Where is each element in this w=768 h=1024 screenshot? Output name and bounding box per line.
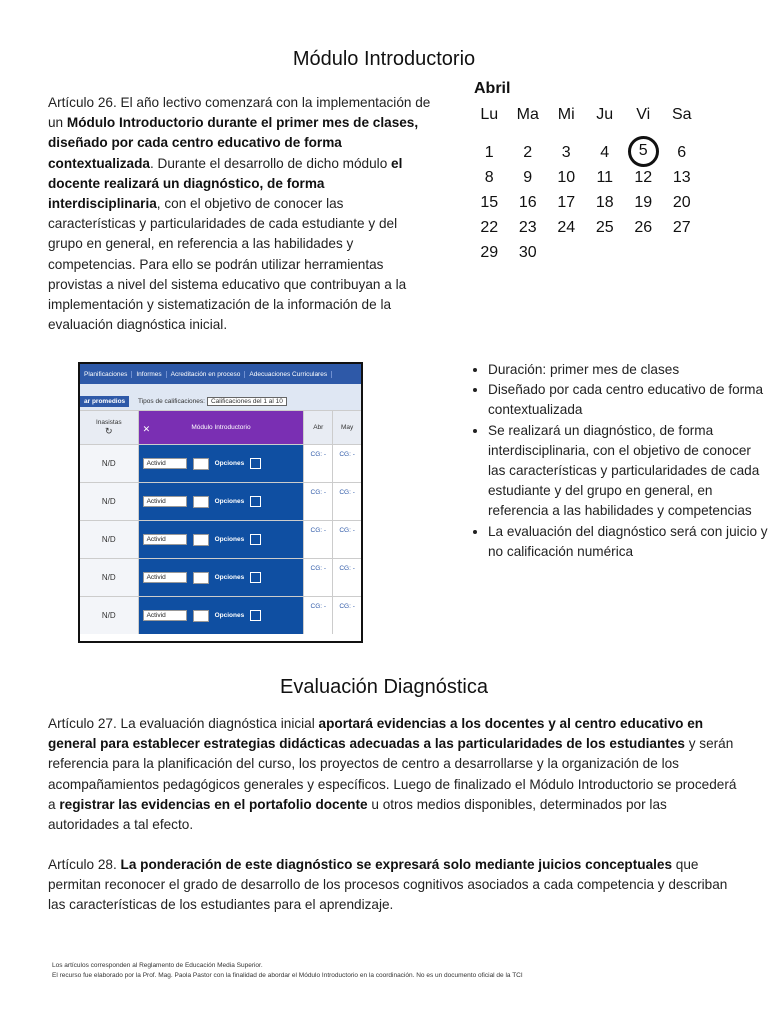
save-icon xyxy=(250,496,261,507)
screenshot-module-cell xyxy=(139,483,304,520)
screenshot-cg-abr: CG: - xyxy=(303,521,332,558)
articulo-26: Artículo 26. El año lectivo comenzará con la implementación de un Módulo Introductorio durante el primer mes de clases, diseñado por cada centro educativo de forma contextualizada. Durante el desarrollo de dicho módulo el docente realizará un diagnóstico, de forma interdisciplinaria, con el objetivo de conocer las características y particularidades de cada estudiante y del grupo en general, en referencia a las habilidades y competencias. Para ello se podrán utilizar herramientas provistas a nivel del sistema educativo que contribuyan a la implementación y sistematización de la información de la evaluación diagnóstica inicial. xyxy=(48,95,431,333)
screenshot-tab: ar promedios xyxy=(80,396,129,407)
screenshot-input-box xyxy=(193,572,209,584)
calendar-weekday: Ju xyxy=(596,106,614,123)
screenshot-options-label: Opciones xyxy=(214,612,245,619)
calendar-day: 23 xyxy=(518,218,537,236)
section-title-modulo: Módulo Introductorio xyxy=(292,48,476,70)
save-icon xyxy=(250,610,261,621)
calendar-day xyxy=(624,140,663,165)
screenshot-nd-value: N/D xyxy=(80,445,139,482)
calendar-day xyxy=(624,240,663,265)
summary-bullet: • La evaluación del diagnóstico será con juicio y no calificación numérica xyxy=(488,522,768,562)
screenshot-module-cell xyxy=(139,597,304,634)
save-icon xyxy=(250,534,261,545)
screenshot-nav-item: Acreditación en proceso xyxy=(167,371,246,378)
summary-bullets xyxy=(472,360,768,562)
screenshot-activity-select: Activid xyxy=(143,572,187,583)
section-title-evaluacion: Evaluación Diagnóstica xyxy=(280,676,488,698)
screenshot-input-box xyxy=(193,458,209,470)
calendar-day: 10 xyxy=(557,168,576,186)
calendar-day xyxy=(663,240,702,265)
calendar-day: 8 xyxy=(484,168,494,186)
calendar-day: 30 xyxy=(518,243,537,261)
calendar-days xyxy=(470,140,700,265)
calendar-weekday: Sa xyxy=(671,106,692,123)
articulo-27: Artículo 27. La evaluación diagnóstica inicial aportará evidencias a los docentes y al centro educativo en general para establecer estrategias didácticas adecuadas a las particularidades de los estudiantes y serán referencia para la planificación del curso, los proyectos de centro a desarrollarse y la organización de los acompañamientos pedagógicos generales y específicos. Luego de finalizado el Módulo Introductorio se procederá a registrar las evidencias en el portafolio docente u otros medios disponibles, determinados por las autoridades a tal efecto. xyxy=(48,716,737,833)
screenshot-options-label: Opciones xyxy=(214,574,245,581)
screenshot-options-label: Opciones xyxy=(214,498,245,505)
screenshot-nd-value: N/D xyxy=(80,597,139,634)
platform-screenshot xyxy=(78,362,363,643)
screenshot-activity-select: Activid xyxy=(143,534,187,545)
screenshot-cg-may: CG: - xyxy=(332,521,361,558)
calendar-day: 18 xyxy=(595,193,614,211)
screenshot-nav-item: Planificaciones xyxy=(80,371,132,378)
screenshot-type-filter: Tipos de calificaciones: Calificaciones del 1 al 10 xyxy=(138,397,287,406)
screenshot-cg-abr: CG: - xyxy=(303,597,332,634)
summary-bullet: • Duración: primer mes de clases xyxy=(488,360,768,380)
calendar-weekday: Mi xyxy=(557,106,575,123)
screenshot-table-row xyxy=(80,444,361,482)
calendar-weekday: Vi xyxy=(636,106,651,123)
calendar-day: 11 xyxy=(596,168,614,186)
screenshot-cg-may: CG: - xyxy=(332,445,361,482)
screenshot-nav-item: Informes xyxy=(132,371,166,378)
calendar-day: 25 xyxy=(595,218,614,236)
calendar-day: 2 xyxy=(523,143,533,161)
screenshot-activity-select: Activid xyxy=(143,610,187,621)
screenshot-module-cell xyxy=(139,521,304,558)
footer-note: Los artículos corresponden al Reglamento de Educación Media Superior. El recurso fue elaborado por la Prof. Mag. Paola Pastor con la finalidad de abordar el Módulo Introductorio en la coordinación. No es un documento oficial de la TCI xyxy=(52,962,523,979)
calendar-weekday: Ma xyxy=(516,106,539,123)
calendar-day: 29 xyxy=(480,243,499,261)
calendar-day: 13 xyxy=(672,168,691,186)
screenshot-cg-may: CG: - xyxy=(332,483,361,520)
calendar-day: 20 xyxy=(672,193,691,211)
calendar-day: 15 xyxy=(480,193,499,211)
screenshot-cg-abr: CG: - xyxy=(303,483,332,520)
screenshot-nav-item: Adecuaciones Curriculares xyxy=(245,371,332,378)
summary-bullet: • Diseñado por cada centro educativo de forma contextualizada xyxy=(488,380,768,420)
calendar-day: 16 xyxy=(518,193,537,211)
screenshot-subbar xyxy=(80,384,361,410)
screenshot-input-box xyxy=(193,610,209,622)
calendar xyxy=(470,80,700,265)
calendar-day: 27 xyxy=(672,218,691,236)
screenshot-table-row xyxy=(80,482,361,520)
summary-bullet: • Se realizará un diagnóstico, de forma interdisciplinaria, con el objetivo de conocer las características y particularidades de cada estudiante y del grupo en general, en referencia a las habilidades y competencias xyxy=(488,421,768,522)
screenshot-cg-abr: CG: - xyxy=(303,559,332,596)
calendar-day: 1 xyxy=(484,143,494,161)
save-icon xyxy=(250,458,261,469)
screenshot-module-cell xyxy=(139,559,304,596)
calendar-day: 19 xyxy=(634,193,653,211)
screenshot-nd-value: N/D xyxy=(80,483,139,520)
calendar-day xyxy=(547,240,586,265)
save-icon xyxy=(250,572,261,583)
calendar-day-highlighted: 5 xyxy=(628,136,659,167)
calendar-weekday-header xyxy=(470,102,700,128)
calendar-month: Abril xyxy=(474,80,511,97)
screenshot-table-row xyxy=(80,596,361,634)
screenshot-module-cell xyxy=(139,445,304,482)
screenshot-input-box xyxy=(193,496,209,508)
calendar-weekday: Lu xyxy=(480,106,499,123)
screenshot-cg-may: CG: - xyxy=(332,597,361,634)
calendar-day: 24 xyxy=(557,218,576,236)
screenshot-nav-bar xyxy=(80,364,361,384)
screenshot-nd-value: N/D xyxy=(80,521,139,558)
calendar-day: 3 xyxy=(561,143,571,161)
calendar-day: 12 xyxy=(634,168,653,186)
screenshot-cg-may: CG: - xyxy=(332,559,361,596)
calendar-day: 6 xyxy=(677,143,687,161)
calendar-day: 9 xyxy=(523,168,533,186)
screenshot-nd-value: N/D xyxy=(80,559,139,596)
screenshot-table-header: Inasistas ↻ ✕ Módulo Introductorio Abr May xyxy=(80,410,361,444)
calendar-day xyxy=(586,240,625,265)
screenshot-table-row xyxy=(80,520,361,558)
calendar-day: 22 xyxy=(480,218,499,236)
articulo-28: Artículo 28. La ponderación de este diagnóstico se expresará solo mediante juicios conceptuales que permitan reconocer el grado de desarrollo de los procesos cognitivos asociados a cada competencia y describan las características de los estudiantes para el aprendizaje. xyxy=(48,857,728,913)
calendar-day: 4 xyxy=(600,143,610,161)
screenshot-input-box xyxy=(193,534,209,546)
screenshot-cg-abr: CG: - xyxy=(303,445,332,482)
calendar-day: 17 xyxy=(557,193,576,211)
screenshot-options-label: Opciones xyxy=(214,536,245,543)
screenshot-table-row xyxy=(80,558,361,596)
screenshot-options-label: Opciones xyxy=(214,460,245,467)
calendar-day: 26 xyxy=(634,218,653,236)
screenshot-activity-select: Activid xyxy=(143,458,187,469)
screenshot-activity-select: Activid xyxy=(143,496,187,507)
